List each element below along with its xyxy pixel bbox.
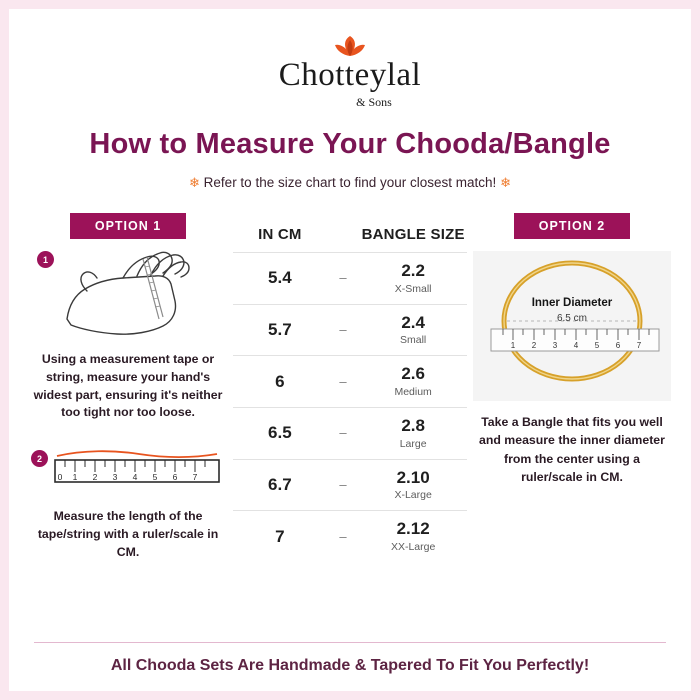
hand-measure-icon	[59, 245, 209, 349]
brand-sub: & Sons	[356, 95, 392, 109]
separator: –	[339, 477, 347, 493]
table-header-row	[233, 225, 467, 253]
bangle-size-value: 2.8	[401, 416, 425, 436]
cell-sep	[327, 408, 360, 460]
table-row	[233, 408, 467, 460]
separator: –	[339, 322, 347, 338]
cell-cm	[233, 511, 327, 562]
bangle-size-value: 2.6	[401, 364, 425, 384]
svg-text:1: 1	[72, 472, 78, 483]
ruler-icon	[53, 448, 223, 494]
step-1-number: 1	[37, 251, 54, 268]
bangle-size-label: Small	[400, 334, 427, 347]
cell-size	[359, 304, 467, 356]
bangle-size-value: 2.10	[396, 467, 430, 487]
table-header-size: BANGLE SIZE	[361, 226, 465, 243]
table-row	[233, 356, 467, 408]
marigold-icon-left: ❄	[189, 175, 200, 190]
bangle-size-value: 2.4	[401, 312, 425, 332]
step-2-number: 2	[31, 450, 48, 467]
separator: –	[339, 425, 347, 441]
svg-text:7: 7	[192, 472, 198, 483]
svg-text:0: 0	[57, 472, 63, 483]
cm-value: 6	[275, 371, 285, 391]
table-header-cm: IN CM	[258, 226, 302, 243]
brand-name: Chotteylal	[278, 57, 422, 93]
separator: –	[339, 270, 347, 286]
bangle-diagram-label: Inner Diameter	[531, 297, 613, 309]
option-1-column	[23, 213, 233, 562]
cell-size	[359, 356, 467, 408]
table-row	[233, 511, 467, 562]
cell-cm	[233, 408, 327, 460]
footer-divider	[34, 642, 666, 643]
cell-cm	[233, 253, 327, 305]
cell-size	[359, 459, 467, 511]
separator: –	[339, 528, 347, 544]
page-subtitle-text: Refer to the size chart to find your closest match!	[203, 175, 497, 190]
cm-value: 6.5	[268, 423, 292, 443]
bangle-diagram	[473, 251, 671, 401]
footer	[9, 642, 691, 675]
cell-size	[359, 408, 467, 460]
cell-size	[359, 253, 467, 305]
option-2-column	[467, 213, 677, 487]
option-1-badge: OPTION 1	[70, 213, 186, 239]
size-chart-table	[233, 225, 467, 562]
lotus-icon	[333, 35, 367, 57]
svg-text:2: 2	[92, 472, 98, 483]
cell-sep	[327, 511, 360, 562]
bangle-size-label: Medium	[394, 386, 432, 399]
svg-text:4: 4	[132, 472, 138, 483]
option-1-step-2-text: Measure the length of the tape/string with a ruler/scale in CM.	[37, 509, 219, 559]
svg-text:4: 4	[573, 341, 579, 350]
svg-text:3: 3	[112, 472, 118, 483]
footer-text: All Chooda Sets Are Handmade & Tapered To Fit You Perfectly!	[110, 657, 590, 674]
table-row	[233, 253, 467, 305]
svg-text:3: 3	[552, 341, 558, 350]
table-row	[233, 459, 467, 511]
option-2-text: Take a Bangle that fits you well and measure the inner diameter from the center using a ruler/scale in CM.	[479, 415, 665, 485]
cell-sep	[327, 459, 360, 511]
separator: –	[339, 373, 347, 389]
cm-value: 5.4	[268, 268, 292, 288]
cell-sep	[327, 356, 360, 408]
svg-text:2: 2	[531, 341, 537, 350]
bangle-size-label: XX-Large	[390, 541, 436, 554]
svg-text:7: 7	[636, 341, 642, 350]
cell-sep	[327, 304, 360, 356]
option-1-step-1-text: Using a measurement tape or string, measure your hand's widest part, ensuring it's neither too tight nor too loose.	[33, 352, 223, 420]
cell-sep	[327, 253, 360, 305]
content-columns	[9, 213, 691, 562]
cm-value: 6.7	[268, 475, 292, 495]
cm-value: 5.7	[268, 320, 292, 340]
svg-text:6: 6	[615, 341, 621, 350]
svg-text:1: 1	[510, 341, 516, 350]
bangle-size-value: 2.2	[401, 261, 425, 280]
bangle-size-label: X-Large	[394, 489, 432, 502]
cell-size	[359, 511, 467, 562]
cell-cm	[233, 304, 327, 356]
bangle-size-label: X-Small	[394, 282, 432, 295]
svg-text:5: 5	[152, 472, 158, 483]
cell-cm	[233, 459, 327, 511]
option-1-step-2	[23, 448, 233, 502]
marigold-icon-right: ❄	[500, 175, 511, 190]
svg-text:5: 5	[594, 341, 600, 350]
cm-value: 7	[275, 526, 285, 546]
size-guide-inner	[9, 9, 691, 691]
option-2-badge: OPTION 2	[514, 213, 630, 239]
svg-text:6: 6	[172, 472, 178, 483]
table-header-sep	[327, 225, 360, 253]
cell-cm	[233, 356, 327, 408]
size-table-column	[233, 213, 467, 562]
bangle-size-value: 2.12	[396, 519, 430, 539]
bangle-size-label: Large	[399, 437, 427, 450]
bangle-inner-diameter-icon	[473, 251, 671, 401]
table-row	[233, 304, 467, 356]
option-1-step-1	[23, 251, 233, 343]
bangle-diagram-value: 6.5 cm	[556, 313, 587, 324]
page-title: How to Measure Your Chooda/Bangle	[89, 128, 611, 160]
page-subtitle	[9, 175, 691, 191]
brand-header	[9, 9, 691, 110]
